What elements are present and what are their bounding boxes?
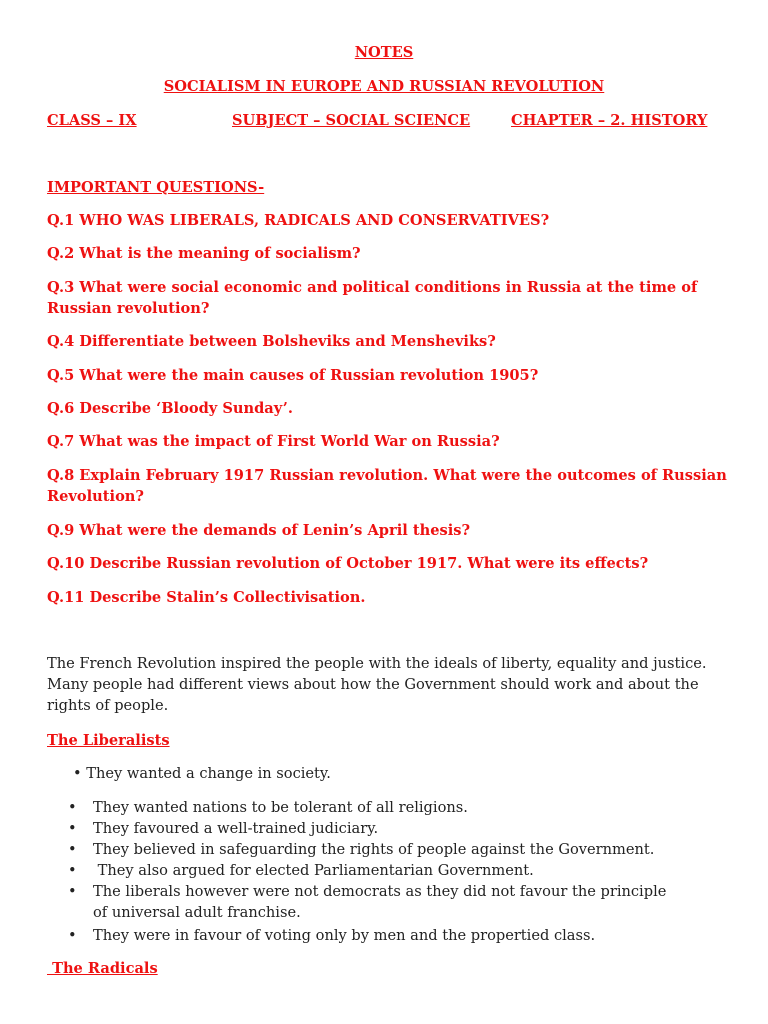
chapter-label: CHAPTER – 2. HISTORY: [511, 112, 708, 129]
question-7: Q.7 What was the impact of First World War on Russia?: [47, 433, 500, 450]
list-item-text: They favoured a well-trained judiciary.: [93, 820, 379, 837]
bullet-icon: •: [68, 883, 77, 900]
list-item-text: They believed in safeguarding the rights of people against the Government.: [93, 841, 655, 858]
bullet-icon: •: [68, 799, 77, 816]
bullet-icon: •: [68, 841, 77, 858]
question-9: Q.9 What were the demands of Lenin’s April thesis?: [47, 522, 471, 539]
radicals-heading: The Radicals: [47, 960, 158, 977]
list-item-text: They were in favour of voting only by men and the propertied class.: [93, 927, 596, 944]
question-10: Q.10 Describe Russian revolution of October 1917. What were its effects?: [47, 555, 649, 572]
question-1: Q.1 WHO WAS LIBERALS, RADICALS AND CONSERVATIVES?: [47, 212, 550, 229]
questions-heading: IMPORTANT QUESTIONS-: [47, 179, 265, 196]
class-label: CLASS – IX: [47, 112, 137, 129]
bullet-icon: •: [68, 820, 77, 837]
bullet-icon: •: [68, 862, 77, 879]
list-item-text: They wanted nations to be tolerant of all religions.: [93, 799, 468, 816]
liberalists-first-bullet: • They wanted a change in society.: [73, 765, 331, 782]
list-item-text: The liberals however were not democrats as they did not favour the principle of universal adult franchise.: [93, 883, 667, 921]
bullet-icon: •: [68, 927, 77, 944]
question-11: Q.11 Describe Stalin’s Collectivisation.: [47, 589, 366, 606]
subject-label: SUBJECT – SOCIAL SCIENCE: [232, 112, 471, 129]
list-item-text: They also argued for elected Parliamentarian Government.: [93, 862, 534, 879]
intro-paragraph: The French Revolution inspired the people with the ideals of liberty, equality and justice. Many people had different views about how the Government should work and about the rights of people.: [47, 655, 707, 714]
notes-heading: NOTES: [354, 44, 414, 61]
document-title: SOCIALISM IN EUROPE AND RUSSIAN REVOLUTION: [163, 78, 605, 95]
question-8: Q.8 Explain February 1917 Russian revolution. What were the outcomes of Russian Revolution?: [47, 467, 727, 505]
question-6: Q.6 Describe ‘Bloody Sunday’.: [47, 400, 293, 417]
liberalists-heading: The Liberalists: [47, 732, 170, 749]
question-2: Q.2 What is the meaning of socialism?: [47, 245, 361, 262]
question-3: Q.3 What were social economic and political conditions in Russia at the time of Russian revolution?: [47, 279, 698, 317]
question-4: Q.4 Differentiate between Bolsheviks and Mensheviks?: [47, 333, 496, 350]
question-5: Q.5 What were the main causes of Russian revolution 1905?: [47, 367, 539, 384]
